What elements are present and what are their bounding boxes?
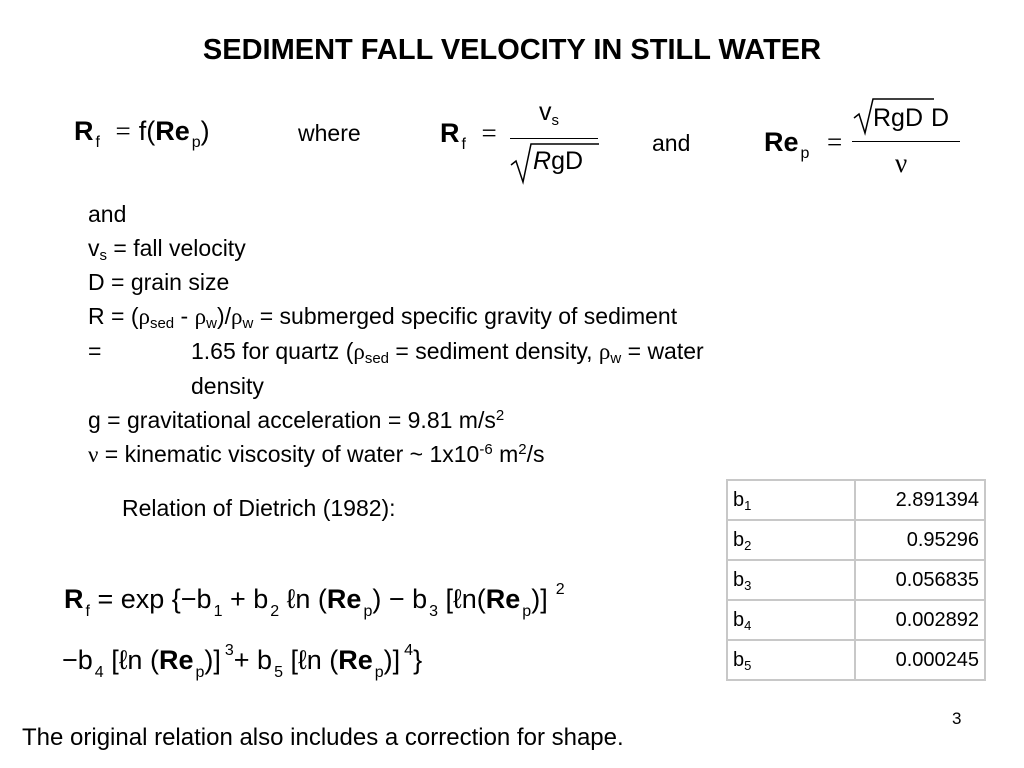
table-row xyxy=(727,520,985,560)
fraction-numerator-rgd-d: RgD D xyxy=(873,104,950,132)
def-gravity: g = gravitational acceleration = 9.81 $m/s^2$ xyxy=(88,407,505,433)
relation-label: Relation of Dietrich (1982): xyxy=(122,495,396,521)
footnote: The original relation also includes a correction for shape. xyxy=(22,724,624,751)
equation-rf-lhs: R $_f$ = xyxy=(440,118,497,153)
coefficient-name: $b_3$ xyxy=(727,560,855,600)
fraction-bar-rep xyxy=(852,141,960,142)
coefficient-value: 0.95296 xyxy=(855,520,985,560)
def-quartz: = 1.65 for quartz ($\rho_{sed}$ = sediment density, $\rho_w$ = water xyxy=(88,338,704,367)
coefficient-name: $b_2$ xyxy=(727,520,855,560)
table-row xyxy=(727,640,985,680)
coefficients-table xyxy=(726,479,986,681)
table-row xyxy=(727,600,985,640)
coefficient-name: $b_5$ xyxy=(727,640,855,680)
fraction-denominator-nu: ν xyxy=(895,148,908,178)
coefficient-value: 0.000245 xyxy=(855,640,985,680)
table-row xyxy=(727,560,985,600)
fraction-bar xyxy=(510,138,598,139)
def-fall-velocity: $v_s$ = fall velocity xyxy=(88,235,246,264)
def-submerged-specific-gravity: $R = (\rho_{sed} - \rho_w)/\rho_w$ = submerged specific gravity of sediment xyxy=(88,303,678,332)
fraction-numerator-vs: $v_s$ xyxy=(539,98,559,129)
def-grain-size: D = grain size xyxy=(88,269,230,295)
equation-rf-function: R $_f$ = f(Re $_p$) xyxy=(74,116,210,151)
fraction-denominator-rgd: RgD xyxy=(533,147,584,175)
and-label: and xyxy=(652,130,691,156)
equation-rep-lhs: Re $_p$ = xyxy=(764,127,843,162)
def-quartz-cont: density xyxy=(191,373,264,399)
def-and: and xyxy=(88,201,127,227)
definitions-list xyxy=(88,197,704,472)
page-number: 3 xyxy=(952,709,962,728)
coefficient-value: 0.056835 xyxy=(855,560,985,600)
dietrich-formula-line2: −b $_4$ [ℓn (Re $_p$)] $^3$+ b $_5$ [ℓn (Re $_p$)] $^4$} xyxy=(62,642,423,681)
coefficient-name: $b_1$ xyxy=(727,480,855,520)
coefficient-value: 2.891394 xyxy=(855,480,985,520)
coefficient-value: 0.002892 xyxy=(855,600,985,640)
table-row xyxy=(727,480,985,520)
where-label: where xyxy=(298,120,361,146)
dietrich-formula-line1: R $_f$ = exp {−b $_1$ + b $_2$ ℓn (Re $_p$) − b $_3$ [ℓn(Re $_p$)] $^2$ xyxy=(64,581,565,620)
slide-title: SEDIMENT FALL VELOCITY IN STILL WATER xyxy=(202,34,822,66)
coefficient-name: $b_4$ xyxy=(727,600,855,640)
def-kinematic-viscosity: ν = kinematic viscosity of water ~ $1x10^{-6}$ $m^2/s$ xyxy=(88,441,545,467)
